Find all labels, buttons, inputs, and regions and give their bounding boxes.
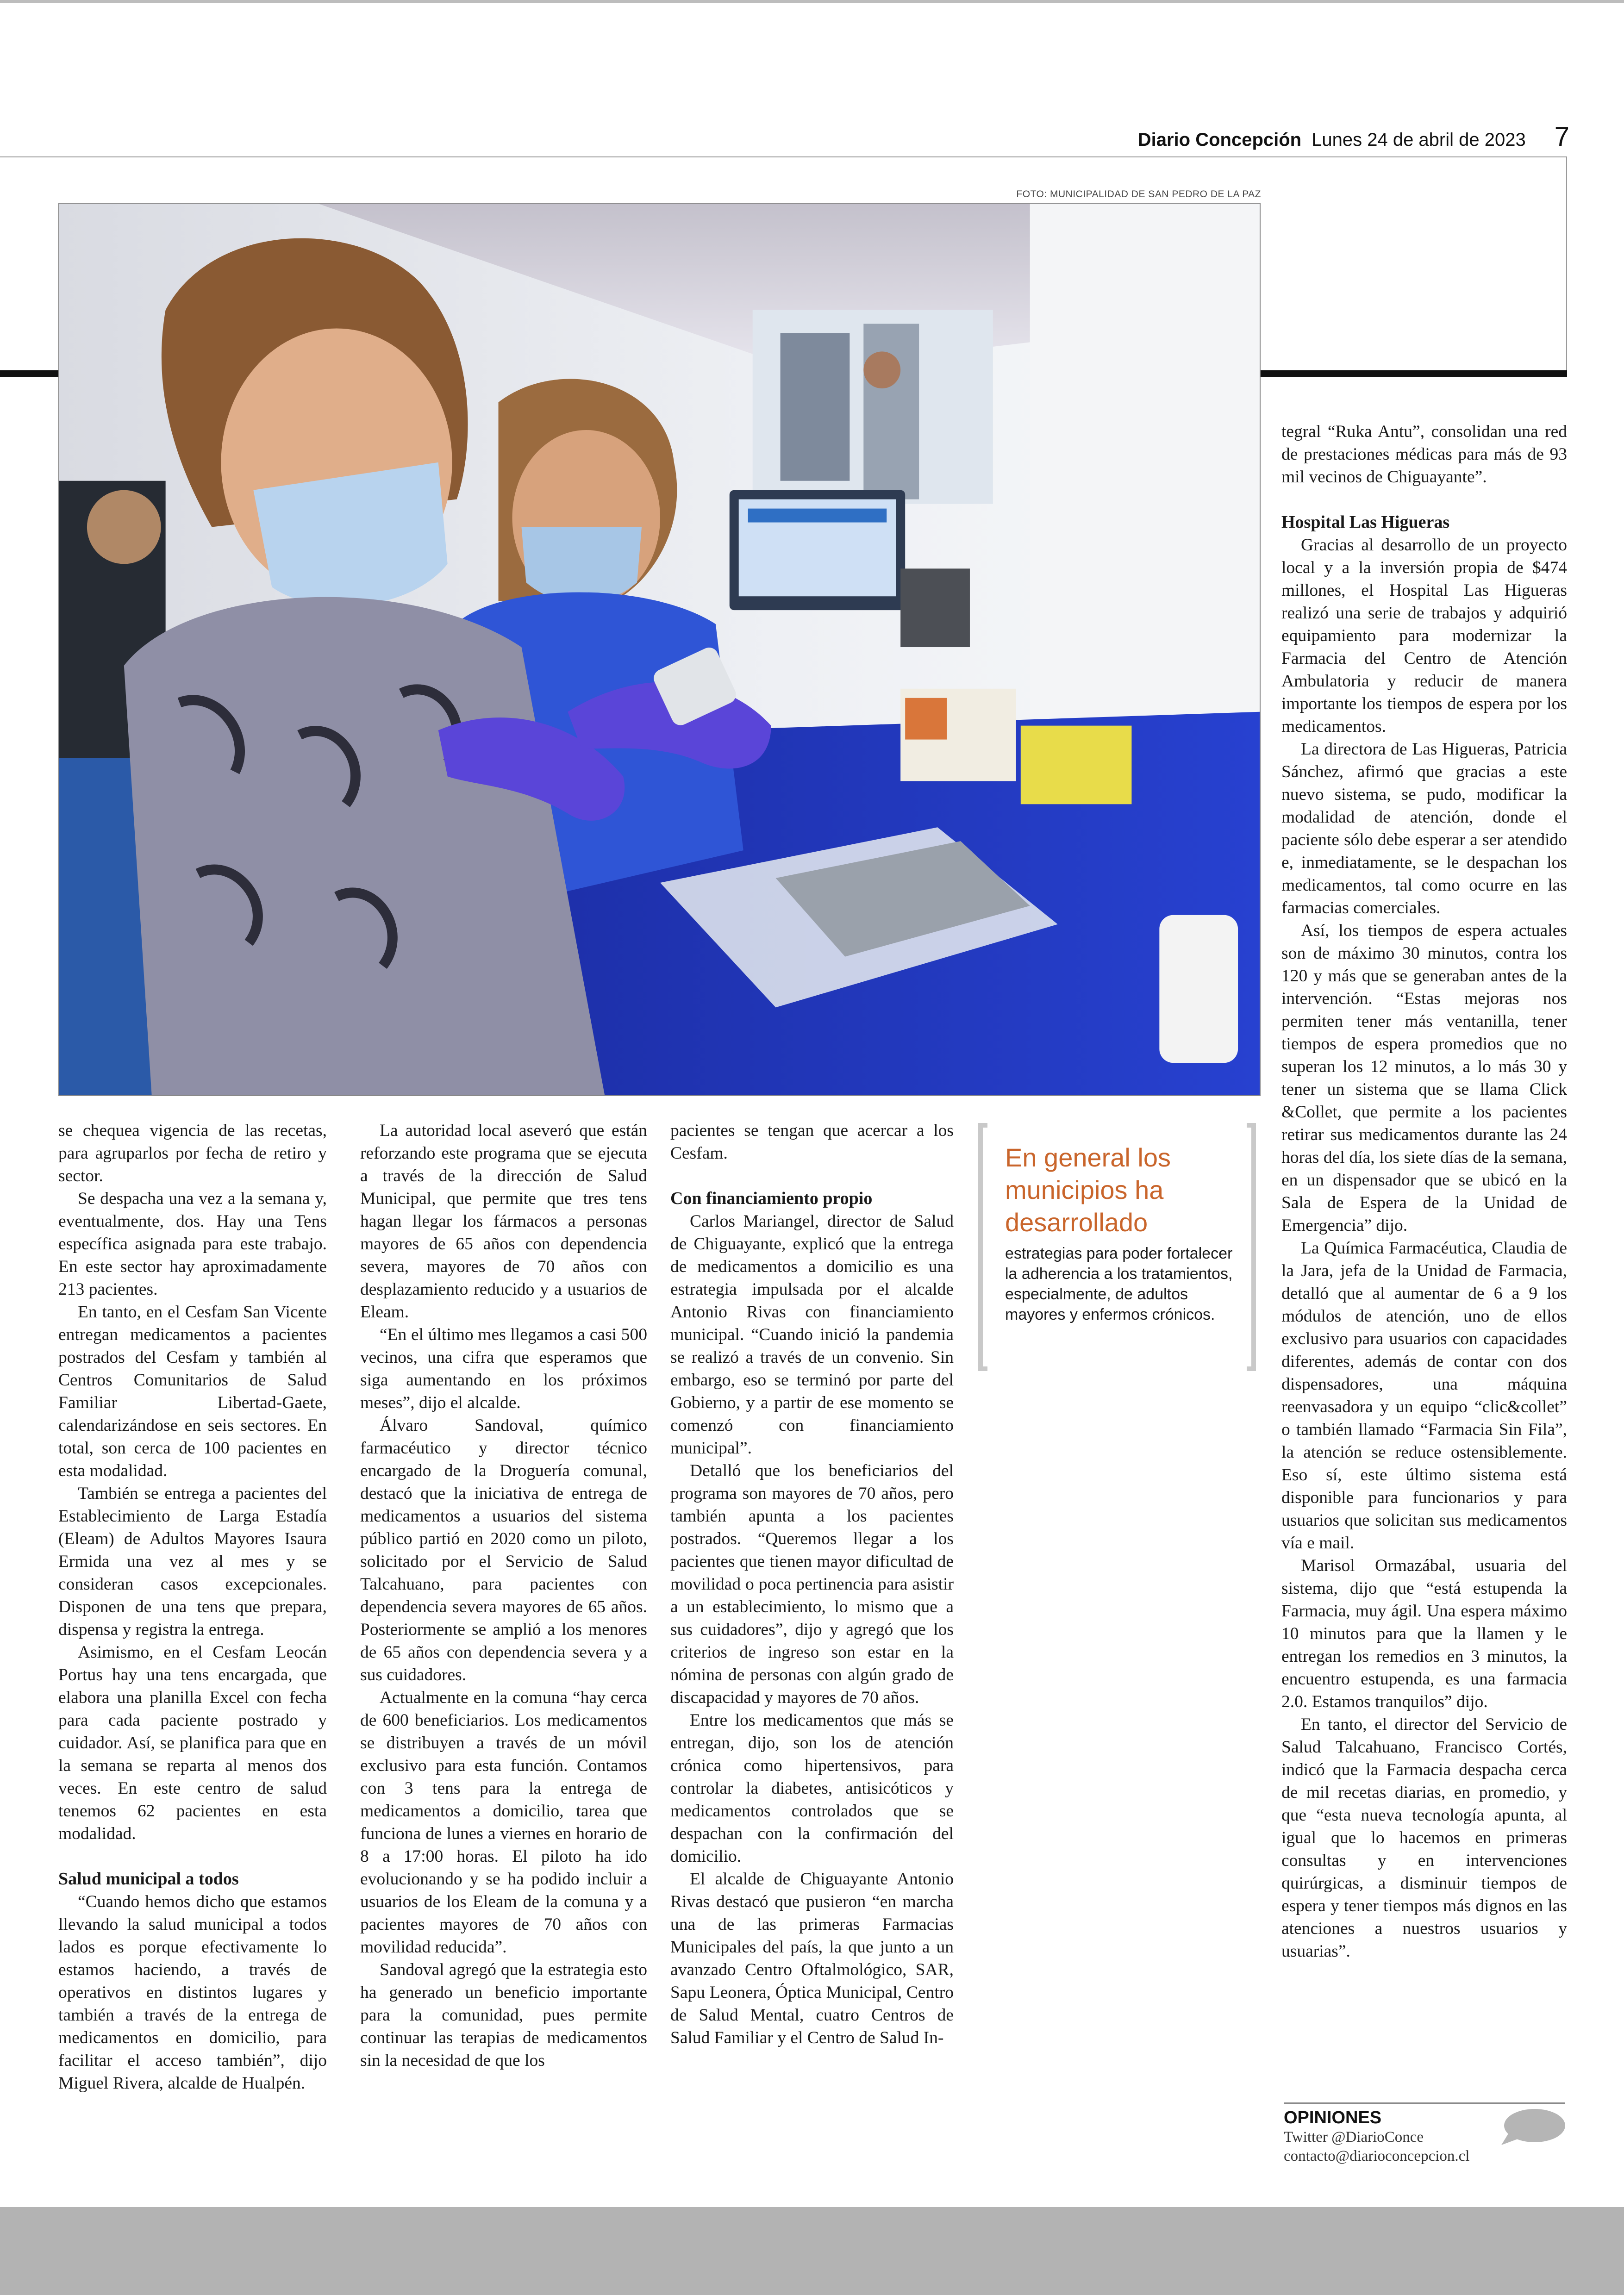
top-border: [0, 0, 1624, 3]
paragraph: tegral “Ruka Antu”, consolidan una red de prestaciones médicas para más de 93 mil vecinos de Chiguayante”.: [1281, 422, 1567, 486]
paragraph: Álvaro Sandoval, químico farmacéutico y director técnico encargado de la Droguería comunal, destacó que la iniciativa de entrega de medicamentos a usuarios del sistema público partió en 2020 como un piloto, solicitado por el Servicio de Salud Talcahuano, para pacientes con dependencia severa mayores de 65 años. Posteriormente se amplió a los menores de 65 años con dependencia severa y a sus cuidadores.: [360, 1416, 647, 1684]
page-number: 7: [1554, 122, 1569, 152]
article-column-4: [1281, 420, 1567, 1963]
article-column-1: [58, 1119, 327, 2095]
section-heading: Con financiamiento propio: [670, 1189, 873, 1208]
paragraph: Así, los tiempos de espera actuales son de máximo 30 minutos, contra los 120 y más que se generaban antes de la intervención. “Estas mejoras nos permiten tener más ventanilla, tener tiempos de espera promedios que no superan los 12 minutos, a lo más 30 y tener un sistema que se llama Click &Collet, que permite a los pacientes retirar sus medicamentos durante las 24 horas del día, los siete días de la semana, en un dispensador que se ubicó en la Sala de Espera de la Unidad de Emergencia” dijo.: [1281, 921, 1567, 1235]
page-footer-band: [0, 2207, 1624, 2295]
paragraph: Actualmente en la comuna “hay cerca de 600 beneficiarios. Los medicamentos se distribuyen a través de un móvil exclusivo para esta función. Contamos con 3 tens para la entrega de medicamentos a domicilio, tarea que funciona de lunes a viernes en horario de 8 a 17:00 horas. El piloto ha ido evolucionando y se ha podido incluir a usuarios de los Eleam de la comuna y a pacientes mayores de 70 años con movilidad reducida”.: [360, 1688, 647, 1957]
section-rule-right: [1261, 370, 1567, 377]
opinions-rule: [1284, 2102, 1565, 2104]
section-heading: Hospital Las Higueras: [1281, 512, 1450, 532]
paragraph: En tanto, el director del Servicio de Salud Talcahuano, Francisco Cortés, indicó que la Farmacia despacha cerca de mil recetas diarias, en promedio, y que “esta nueva tecnología apunta, al igual que lo hacemos en primeras consultas y en intervenciones quirúrgicas, a disminuir tiempos de espera y tener tiempos más dignos en las atenciones a nuestros usuarios y usuarias”.: [1281, 1715, 1567, 1961]
pull-quote: [978, 1123, 1256, 1371]
section-rule-left: [0, 370, 58, 377]
pharmacy-photo-illustration: [59, 204, 1260, 1095]
header-vertical-rule: [1566, 156, 1567, 374]
article-column-3: [670, 1119, 954, 2049]
paragraph: Se despacha una vez a la semana y, eventualmente, dos. Hay una Tens específica asignada para este trabajo. En este sector hay aproximadamente 213 pacientes.: [58, 1189, 327, 1299]
paragraph: Marisol Ormazábal, usuaria del sistema, dijo que “está estupenda la Farmacia, muy ágil. Una espera máximo 10 minutos para que la llamen y le entregan los remedios en 3 minutos, la encuentro estupenda, es una farmacia 2.0. Estamos tranquilos” dijo.: [1281, 1556, 1567, 1711]
paragraph: La Química Farmacéutica, Claudia de la Jara, jefa de la Unidad de Farmacia, detalló que al aumentar de 6 a 9 los módulos de atención, uno de ellos exclusivo para usuarios con capacidades diferentes, además de contar con dos dispensadores, una máquina reenvasadora y un equipo “clic&collet” o también llamado “Farmacia Sin Fila”, la atención se reduce ostensiblemente. Eso sí, este último sistema está disponible para funcionarios y para usuarios que solicitan sus medicamentos vía e mail.: [1281, 1239, 1567, 1553]
paragraph: Asimismo, en el Cesfam Leocán Portus hay una tens encargada, que elabora una planilla Excel con fecha para cada paciente postrado y cuidador. Así, se planifica para que en la semana se reparta al menos dos veces. En este centro de salud tenemos 62 pacientes en esta modalidad.: [58, 1643, 327, 1843]
paragraph: Carlos Mariangel, director de Salud de Chiguayante, explicó que la entrega de medicamentos a domicilio es una estrategia impulsada por el alcalde Antonio Rivas con financiamiento municipal. “Cuando inició la pandemia se realizó a través de un convenio. Sin embargo, eso se terminó por parte del Gobierno, y a partir de ese momento se comenzó con financiamiento municipal”.: [670, 1212, 954, 1458]
paragraph: “Cuando hemos dicho que estamos llevando la salud municipal a todos lados es porque efectivamente lo estamos haciendo, a través de operativos en distintos lugares y también a través de la entrega de medicamentos en domicilio, para facilitar el acceso también”, dijo Miguel Rivera, alcalde de Hualpén.: [58, 1892, 327, 2093]
newspaper-name: Diario Concepción: [1137, 130, 1302, 150]
paragraph: Detalló que los beneficiarios del programa son mayores de 70 años, pero también apunta a los pacientes postrados. “Queremos llegar a los pacientes que tienen mayor dificultad de movilidad o poca pertinencia para asistir a un establecimiento, lo mismo que a sus cuidadores”, dijo y agregó que los criterios de ingreso son estar en la nómina de personas con algún grado de discapacidad y mayores de 70 años.: [670, 1461, 954, 1707]
publication-date: Lunes 24 de abril de 2023: [1312, 130, 1526, 150]
paragraph: La autoridad local aseveró que están reforzando este programa que se ejecuta a través de la dirección de Salud Municipal, que permite que tres tens hagan llegar los fármacos a personas mayores de 65 años con dependencia severa, mayores de 70 años con desplazamiento reducido y a usuarios de Eleam.: [360, 1121, 647, 1322]
header-rule: [0, 156, 1567, 157]
paragraph: La directora de Las Higueras, Patricia Sánchez, afirmó que gracias a este nuevo sistema, se pudo, modificar la modalidad de atención, donde el paciente sólo debe esperar a ser atendido e, inmediatamente, se le despachan los medicamentos, tal como ocurre en las farmacias comerciales.: [1281, 740, 1567, 917]
photo-credit: FOTO: MUNICIPALIDAD DE SAN PEDRO DE LA PAZ: [1016, 189, 1261, 200]
paragraph: se chequea vigencia de las recetas, para agruparlos por fecha de retiro y sector.: [58, 1121, 327, 1185]
section-heading: Salud municipal a todos: [58, 1869, 239, 1889]
paragraph: Gracias al desarrollo de un proyecto local y a la inversión propia de $474 millones, el Hospital Las Higueras realizó una serie de trabajos y adquirió equipamiento para modernizar la Farmacia del Centro de Atención Ambulatoria y reducir de manera importante los tiempos de espera por los medicamentos.: [1281, 536, 1567, 736]
opinions-twitter[interactable]: Twitter @DiarioConce: [1284, 2129, 1424, 2145]
paragraph: pacientes se tengan que acercar a los Cesfam.: [670, 1121, 954, 1163]
paragraph: En tanto, en el Cesfam San Vicente entregan medicamentos a pacientes postrados del Cesfam y también al Centros Comunitarios de Salud Familiar Libertad-Gaete, calendarizándose en seis sectores. En total, son cerca de 100 pacientes en esta modalidad.: [58, 1303, 327, 1480]
page-header: [1138, 121, 1569, 158]
article-column-2: [360, 1119, 647, 2072]
pull-quote-bracket-left: [978, 1123, 987, 1371]
speech-bubble-icon: [1499, 2107, 1566, 2147]
opinions-title: OPINIONES: [1284, 2108, 1382, 2127]
paragraph: “En el último mes llegamos a casi 500 vecinos, una cifra que esperamos que siga aumentando en los próximos meses”, dijo el alcalde.: [360, 1325, 647, 1412]
opinions-box: [1284, 2102, 1567, 2166]
paragraph: Entre los medicamentos que más se entregan, dijo, son los de atención crónica como hipertensivos, para controlar la diabetes, antisicóticos y medicamentos controlados que se despachan con la confirmación del domicilio.: [670, 1711, 954, 1866]
paragraph: El alcalde de Chiguayante Antonio Rivas destacó que pusieron “en marcha una de las primeras Farmacias Municipales del país, la que junto a un avanzado Centro Oftalmológico, SAR, Sapu Leonera, Óptica Municipal, Centro de Salud Mental, cuatro Centros de Salud Familiar y el Centro de Salud In-: [670, 1870, 954, 2047]
opinions-email[interactable]: contacto@diarioconcepcion.cl: [1284, 2148, 1470, 2164]
pull-quote-title: En general los municipios ha desarrollado: [1005, 1143, 1171, 1237]
pull-quote-bracket-right: [1247, 1123, 1256, 1371]
pull-quote-body: estrategias para poder fortalecer la adherencia a los tratamientos, especialmente, de adultos mayores y enfermos crónicos.: [1005, 1245, 1233, 1323]
paragraph: Sandoval agregó que la estrategia esto ha generado un beneficio importante para la comunidad, pues permite continuar las terapias de medicamentos sin la necesidad de que los: [360, 1960, 647, 2070]
main-photo: [58, 203, 1261, 1096]
paragraph: También se entrega a pacientes del Establecimiento de Larga Estadía (Eleam) de Adultos Mayores Isaura Ermida una vez al mes y se consideran casos excepcionales. Disponen de una tens que prepara, dispensa y registra la entrega.: [58, 1484, 327, 1639]
